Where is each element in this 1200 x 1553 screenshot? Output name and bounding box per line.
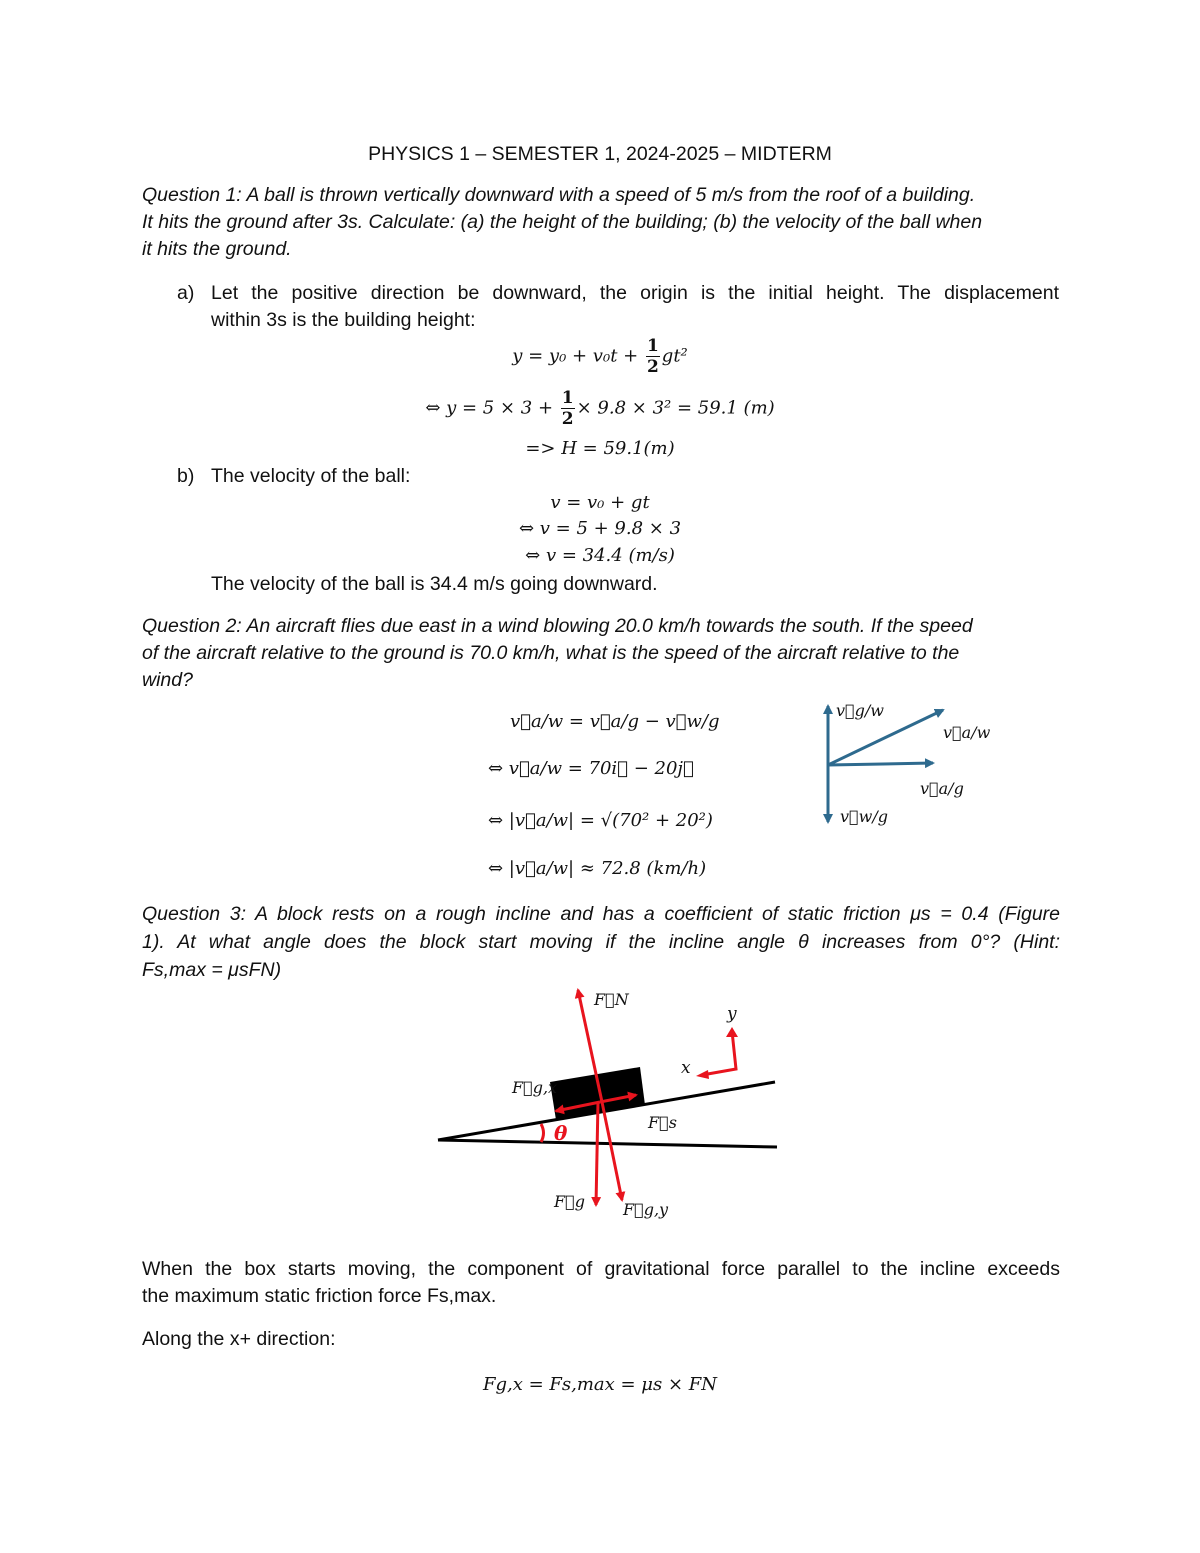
label-v-w-g: v⃗w/g — [840, 807, 888, 826]
q2-equation-3: ⇔ |v⃗a/w| = √(70² + 20²) — [488, 810, 713, 831]
fraction-numerator: 1 — [561, 388, 574, 408]
fraction-denominator: 2 — [646, 357, 659, 377]
label-gravity-y: F⃗g,y — [623, 1200, 669, 1219]
q1-equation-4: v = v₀ + gt — [550, 492, 650, 513]
label-axis-y: y — [727, 1004, 737, 1024]
fraction-half — [646, 336, 660, 377]
label-theta: θ — [554, 1121, 568, 1145]
q3-text-line-3: Fs,max = μsFN) — [142, 959, 282, 981]
q1-eq2-right: × 9.8 × 3² = 59.1 (m) — [576, 397, 775, 419]
q3-paragraph-1-line-2: the maximum static friction force Fs,max. — [142, 1285, 497, 1307]
q2-text-line-1: Question 2: An aircraft flies due east in a wind blowing 20.0 km/h towards the south. If the speed — [142, 615, 973, 637]
q3-paragraph-2: Along the x+ direction: — [142, 1328, 336, 1350]
fraction-half — [561, 388, 575, 429]
axis-y-arrowhead — [726, 1027, 738, 1037]
q1-part-a-marker: a) — [177, 282, 195, 304]
q2-text-line-2: of the aircraft relative to the ground is 70.0 km/h, what is the speed of the aircraft relative to the — [142, 642, 960, 664]
q1-equation-5: ⇔ v = 5 + 9.8 × 3 — [518, 518, 682, 539]
label-v-a-w: v⃗a/w — [943, 723, 991, 742]
q1-text-line-2: It hits the ground after 3s. Calculate: (a) the height of the building; (b) the velocity of the ball when — [142, 211, 983, 233]
q1-part-a-line-2: within 3s is the building height: — [211, 309, 476, 331]
q1-conclusion: The velocity of the ball is 34.4 m/s going downward. — [211, 573, 658, 595]
label-v-g-w: v⃗g/w — [836, 701, 884, 720]
force-gravity-y — [602, 1102, 622, 1200]
incline-base — [438, 1140, 777, 1147]
q2-equation-1: v⃗a/w = v⃗a/g − v⃗w/g — [510, 711, 720, 732]
q1-equation-1 — [0, 336, 1200, 377]
q1-eq1-left: y = y₀ + v₀t + — [512, 345, 644, 367]
vector-v-a-g — [828, 763, 933, 765]
angle-arc — [541, 1124, 544, 1142]
q3-text-line-2: 1). At what angle does the block start moving if the incline angle θ increases from 0°? (Hint: — [142, 931, 1060, 953]
q2-equation-2: ⇔ v⃗a/w = 70i⃗ − 20j⃗ — [488, 758, 694, 779]
label-gravity: F⃗g — [554, 1192, 585, 1211]
fraction-numerator: 1 — [646, 336, 659, 356]
fraction-denominator: 2 — [561, 409, 574, 429]
q1-eq1-right: gt² — [661, 345, 688, 367]
q1-equation-6: ⇔ v = 34.4 (m/s) — [525, 545, 675, 566]
q3-text-line-1: Question 3: A block rests on a rough incline and has a coefficient of static friction μs = 0.4 (Figure — [142, 903, 1060, 925]
label-gravity-x: F⃗g,x — [512, 1078, 558, 1097]
q1-equation-3: => H = 59.1(m) — [525, 438, 675, 459]
q2-text-line-3: wind? — [142, 669, 193, 691]
label-axis-x: x — [681, 1058, 691, 1078]
velocity-vector-diagram — [800, 690, 1020, 835]
label-static-friction: F⃗s — [648, 1113, 677, 1132]
q3-paragraph-1-line-1: When the box starts moving, the component of gravitational force parallel to the incline exceeds — [142, 1258, 1060, 1280]
q1-text-line-1: Question 1: A ball is thrown vertically downward with a speed of 5 m/s from the roof of a building. — [142, 184, 976, 206]
q3-final-equation: Fg,x = Fs,max = μs × FN — [482, 1374, 718, 1395]
axes-indicator — [702, 1031, 736, 1075]
q2-equation-4: ⇔ |v⃗a/w| ≈ 72.8 (km/h) — [488, 858, 707, 879]
page-title: PHYSICS 1 – SEMESTER 1, 2024-2025 – MIDTERM — [368, 143, 832, 165]
label-normal-force: F⃗N — [594, 990, 629, 1009]
q1-part-b-line-1: The velocity of the ball: — [211, 465, 411, 487]
q1-part-a-line-1: Let the positive direction be downward, the origin is the initial height. The displacement — [211, 282, 1059, 304]
incline-force-diagram — [430, 975, 790, 1225]
axis-x-arrowhead — [696, 1070, 709, 1079]
q1-eq2-left: ⇔ y = 5 × 3 + — [425, 397, 559, 419]
q1-part-b-marker: b) — [177, 465, 195, 487]
label-v-a-g: v⃗a/g — [920, 779, 964, 798]
q1-equation-2 — [0, 388, 1200, 429]
force-gravity — [596, 1102, 598, 1205]
q1-text-line-3: it hits the ground. — [142, 238, 292, 260]
